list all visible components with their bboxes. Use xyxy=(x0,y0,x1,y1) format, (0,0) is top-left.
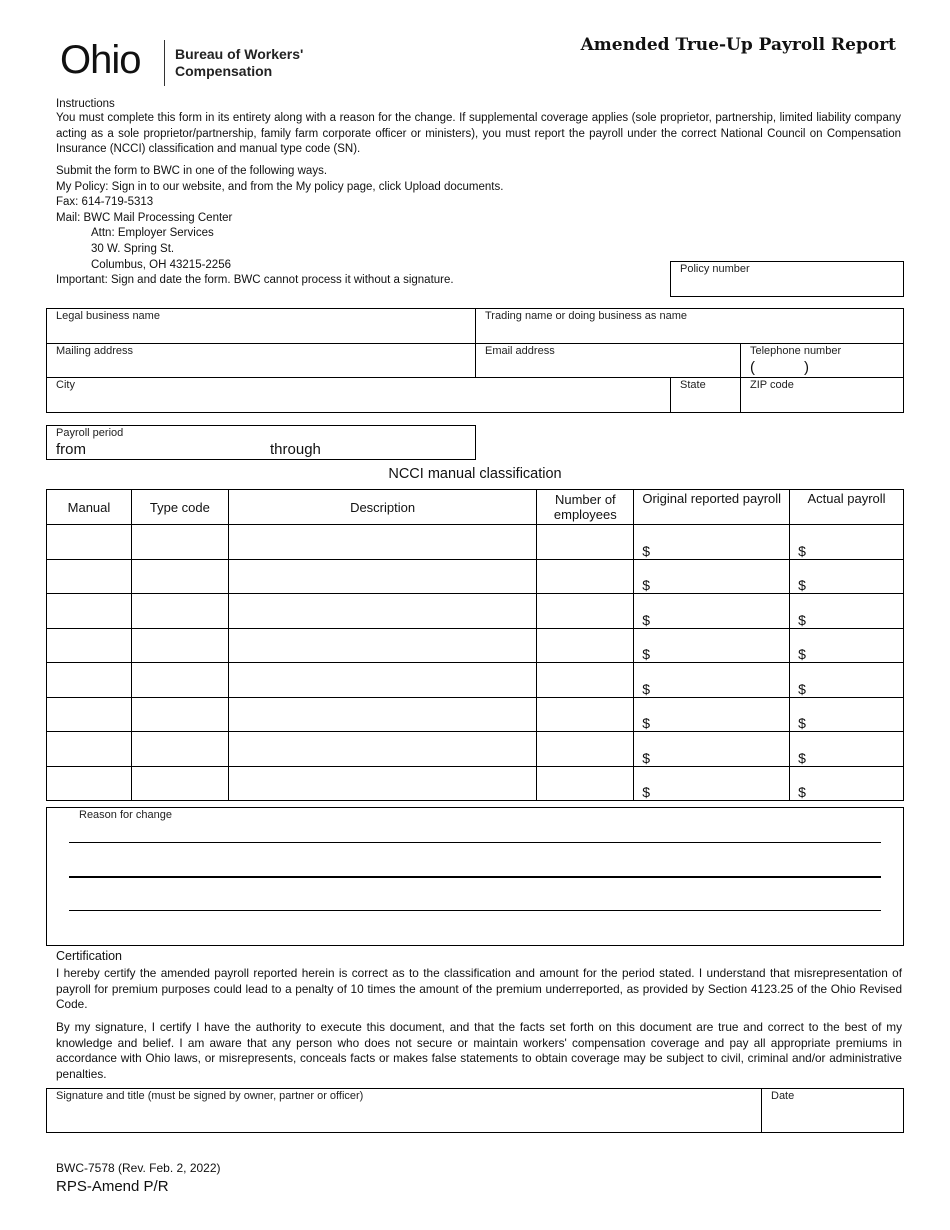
cell-type-code[interactable] xyxy=(131,697,228,732)
cell-number-of-employees[interactable] xyxy=(537,628,634,663)
logo-org-line1: Bureau of Workers' xyxy=(175,46,304,62)
cell-description[interactable] xyxy=(228,628,537,663)
dollar-sign: $ xyxy=(642,680,651,697)
dollar-sign: $ xyxy=(642,715,651,731)
col-number-of-employees: Number of employees xyxy=(537,490,634,525)
cell-original-reported-payroll[interactable] xyxy=(634,628,790,663)
cell-manual[interactable] xyxy=(47,525,132,560)
mailing-address-field[interactable] xyxy=(46,343,476,378)
dollar-sign: $ xyxy=(798,646,806,662)
policy-number-label: Policy number xyxy=(680,263,750,275)
state-field[interactable] xyxy=(670,377,741,413)
reason-line xyxy=(69,842,881,843)
cell-type-code[interactable] xyxy=(131,732,228,767)
zip-code-label: ZIP code xyxy=(750,379,794,391)
payroll-period-label: Payroll period xyxy=(56,427,124,439)
cell-actual-payroll[interactable] xyxy=(790,766,904,801)
cell-actual-payroll[interactable] xyxy=(790,663,904,698)
email-address-label: Email address xyxy=(485,345,555,357)
mailing-address-label: Mailing address xyxy=(56,345,134,357)
zip-code-field[interactable] xyxy=(740,377,904,413)
table-row xyxy=(47,559,904,594)
trading-name-label: Trading name or doing business as name xyxy=(485,310,687,322)
cell-description[interactable] xyxy=(228,766,537,801)
mail-text: Mail: BWC Mail Processing Center xyxy=(56,212,233,224)
dollar-sign: $ xyxy=(642,784,651,800)
cell-description[interactable] xyxy=(228,663,537,698)
payroll-period-field[interactable] xyxy=(46,425,476,460)
dollar-sign: $ xyxy=(798,680,806,697)
cell-type-code[interactable] xyxy=(131,663,228,698)
area-code-open-paren: ( xyxy=(750,359,755,376)
trading-name-field[interactable] xyxy=(475,308,904,344)
certification-paragraph-1: I hereby certify the amended payroll reported herein is correct as to the classification and amount for the period stated. I understand that misrepresentation of payroll for premium purposes could lead to a penalty of 10 times the amount of the premium underreported, as provided by Section 4123.25 of the Ohio Revised Code. xyxy=(56,966,902,1011)
email-address-field[interactable] xyxy=(475,343,741,378)
reason-line xyxy=(69,876,881,878)
cell-original-reported-payroll[interactable] xyxy=(634,732,790,767)
col-original-reported-payroll: Original reported payroll xyxy=(634,490,790,525)
fax-text: Fax: 614-719-5313 xyxy=(56,196,154,208)
cell-actual-payroll[interactable] xyxy=(790,525,904,560)
col-manual: Manual xyxy=(47,490,132,525)
certification-heading: Certification xyxy=(56,949,122,963)
signature-label: Signature and title (must be signed by owner, partner or officer) xyxy=(56,1090,364,1102)
dollar-sign: $ xyxy=(642,646,651,662)
dollar-sign: $ xyxy=(798,577,806,593)
col-actual-payroll: Actual payroll xyxy=(790,490,904,525)
my-policy-text: My Policy: Sign in to our website, and from the My policy page, click Upload documents. xyxy=(56,181,504,193)
legal-business-name-label: Legal business name xyxy=(56,310,160,322)
cell-description[interactable] xyxy=(228,697,537,732)
ohio-logo: Ohio xyxy=(60,38,141,82)
cell-type-code[interactable] xyxy=(131,594,228,629)
submit-text: Submit the form to BWC in one of the following ways. xyxy=(56,165,328,177)
table-header-row xyxy=(47,490,904,525)
cell-actual-payroll[interactable] xyxy=(790,628,904,663)
mail-address-line: Columbus, OH 43215-2256 xyxy=(91,259,231,271)
table-row xyxy=(47,766,904,801)
form-number: BWC-7578 (Rev. Feb. 2, 2022) xyxy=(56,1161,221,1175)
logo-org-line2: Compensation xyxy=(175,63,273,79)
cell-manual[interactable] xyxy=(47,559,132,594)
cell-type-code[interactable] xyxy=(131,559,228,594)
instructions-paragraph: You must complete this form in its entirety along with a reason for the change. If supplemental coverage applies (sole proprietor, partnership, limited liability company acting as a sole proprietor/partnership, family farm corporate officer or ministers), you must report the payroll under the correct National Council on Compensation Insurance (NCCI) classification and manual type code (SN). xyxy=(56,112,901,155)
cell-number-of-employees[interactable] xyxy=(537,697,634,732)
mail-address-line: Attn: Employer Services xyxy=(91,227,214,239)
dollar-sign: $ xyxy=(798,715,806,731)
from-label: from xyxy=(56,441,86,458)
reason-for-change-label: Reason for change xyxy=(79,809,172,821)
cell-manual[interactable] xyxy=(47,766,132,801)
ncci-title: NCCI manual classification xyxy=(388,466,562,482)
dollar-sign: $ xyxy=(642,749,651,766)
date-label: Date xyxy=(771,1090,795,1102)
table-row xyxy=(47,594,904,629)
area-code-close-paren: ) xyxy=(804,359,809,376)
telephone-number-field[interactable] xyxy=(740,343,904,378)
ncci-table xyxy=(46,489,904,801)
city-label: City xyxy=(56,379,75,391)
logo-org-name xyxy=(175,46,303,80)
date-field[interactable] xyxy=(761,1088,904,1133)
reason-line xyxy=(69,910,881,911)
cell-manual[interactable] xyxy=(47,697,132,732)
dollar-sign: $ xyxy=(798,542,806,559)
cell-original-reported-payroll[interactable] xyxy=(634,559,790,594)
cell-actual-payroll[interactable] xyxy=(790,697,904,732)
certification-paragraph-2: By my signature, I certify I have the authority to execute this document, and that the facts set forth on this document are true and correct to the best of my knowledge and belief. I am aware that any person who does not secure or maintain workers' compensation coverage and pay all appropriate premiums in accordance with Ohio laws, or misrepresents, conceals facts or makes false statements to obtain coverage may be subject to civil, criminal and/or administrative penalties. xyxy=(56,1020,902,1081)
cell-description[interactable] xyxy=(228,594,537,629)
table-row xyxy=(47,732,904,767)
dollar-sign: $ xyxy=(642,542,651,559)
policy-number-field[interactable] xyxy=(670,261,904,297)
cell-actual-payroll[interactable] xyxy=(790,559,904,594)
important-text: Important: Sign and date the form. BWC cannot process it without a signature. xyxy=(56,274,454,286)
city-field[interactable] xyxy=(46,377,671,413)
cell-description[interactable] xyxy=(228,559,537,594)
cell-type-code[interactable] xyxy=(131,766,228,801)
telephone-number-label: Telephone number xyxy=(750,345,842,357)
cell-number-of-employees[interactable] xyxy=(537,766,634,801)
cell-description[interactable] xyxy=(228,732,537,767)
cell-actual-payroll[interactable] xyxy=(790,732,904,767)
cell-number-of-employees[interactable] xyxy=(537,732,634,767)
cell-manual[interactable] xyxy=(47,628,132,663)
state-label: State xyxy=(680,379,706,391)
dollar-sign: $ xyxy=(798,784,806,800)
cell-manual[interactable] xyxy=(47,732,132,767)
cell-actual-payroll[interactable] xyxy=(790,594,904,629)
dollar-sign: $ xyxy=(798,749,806,766)
instructions-heading: Instructions xyxy=(56,98,115,110)
cell-manual[interactable] xyxy=(47,594,132,629)
cell-number-of-employees[interactable] xyxy=(537,663,634,698)
dollar-sign: $ xyxy=(798,611,806,628)
cell-original-reported-payroll[interactable] xyxy=(634,766,790,801)
dollar-sign: $ xyxy=(642,577,651,593)
through-label: through xyxy=(270,441,321,458)
form-code: RPS-Amend P/R xyxy=(56,1178,169,1195)
cell-original-reported-payroll[interactable] xyxy=(634,663,790,698)
cell-original-reported-payroll[interactable] xyxy=(634,697,790,732)
col-description: Description xyxy=(228,490,537,525)
page-title: Amended True-Up Payroll Report xyxy=(580,35,896,55)
cell-number-of-employees[interactable] xyxy=(537,525,634,560)
cell-description[interactable] xyxy=(228,525,537,560)
cell-manual[interactable] xyxy=(47,663,132,698)
dollar-sign: $ xyxy=(642,611,651,628)
logo-divider xyxy=(164,40,165,86)
cell-original-reported-payroll[interactable] xyxy=(634,525,790,560)
cell-type-code[interactable] xyxy=(131,628,228,663)
signature-field[interactable] xyxy=(46,1088,762,1133)
cell-number-of-employees[interactable] xyxy=(537,559,634,594)
legal-business-name-field[interactable] xyxy=(46,308,476,344)
cell-number-of-employees[interactable] xyxy=(537,594,634,629)
table-row xyxy=(47,697,904,732)
table-row xyxy=(47,628,904,663)
col-type-code: Type code xyxy=(131,490,228,525)
table-row xyxy=(47,525,904,560)
cell-original-reported-payroll[interactable] xyxy=(634,594,790,629)
cell-type-code[interactable] xyxy=(131,525,228,560)
table-row xyxy=(47,663,904,698)
mail-address-line: 30 W. Spring St. xyxy=(91,243,175,255)
